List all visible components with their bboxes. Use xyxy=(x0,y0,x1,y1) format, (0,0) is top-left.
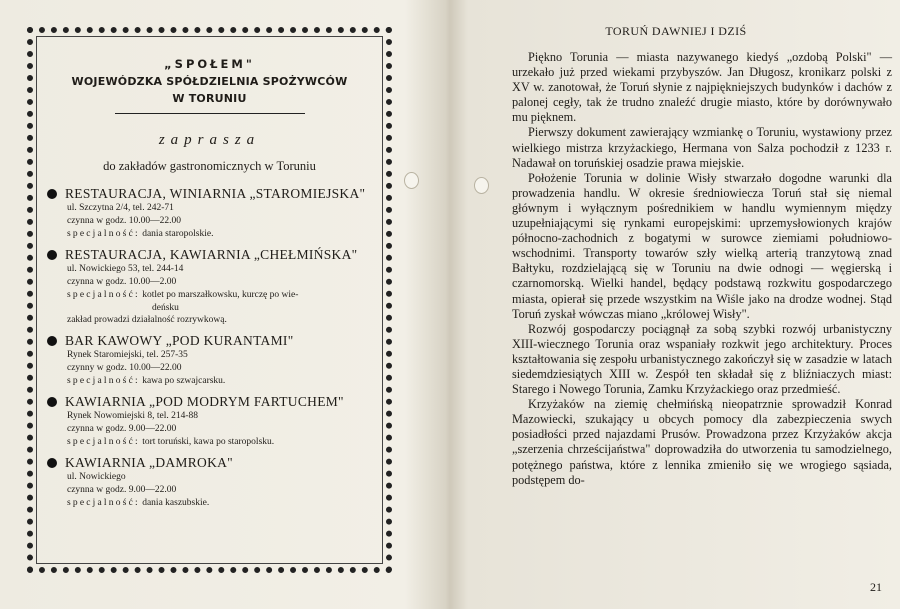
venue-name: KAWIARNIA „DAMROKA" xyxy=(65,455,233,470)
venue-speciality xyxy=(47,497,372,510)
paragraph: Krzyżaków na ziemię chełmińską nieopatrznie sprowadził Konrad Mazowiecki, szukający u obcych pomocy dla zabezpieczenia swych posiadłości przed najazdami Prusów. Prowadzona przez Krzyżaków akcja „szerzenia chrześcijaństwa" doprowadziła do utworzenia tu samodzielnego, potężnego państwa, które z lennika zmieniło się we wrogiego sąsiada, podstępem do- xyxy=(512,397,892,487)
ornamental-frame xyxy=(27,27,392,573)
cooperative-name: „SPOŁEM" xyxy=(164,57,255,71)
invite-subheading: do zakładów gastronomicznych w Toruniu xyxy=(103,159,316,173)
venue-speciality xyxy=(47,228,372,241)
binding-hole-icon xyxy=(474,177,489,194)
bullet-icon xyxy=(47,189,57,199)
venue-item xyxy=(47,455,372,510)
cooperative-line-1: WOJEWÓDZKA SPÓŁDZIELNIA SPOŻYWCÓW xyxy=(71,75,348,88)
venue-heading xyxy=(47,455,372,471)
venue-item xyxy=(47,186,372,241)
venue-item xyxy=(47,394,372,449)
speciality-value: tort toruński, kawa po staropolsku. xyxy=(142,437,275,447)
venue-name: RESTAURACJA, KAWIARNIA „CHEŁMIŃSKA" xyxy=(65,247,358,262)
article-body xyxy=(512,50,892,488)
speciality-label: specjalność: xyxy=(67,437,140,447)
venue-list xyxy=(47,186,372,510)
venue-name: BAR KAWOWY „POD KURANTAMI" xyxy=(65,333,294,348)
bullet-icon xyxy=(47,250,57,260)
venue-name: RESTAURACJA, WINIARNIA „STAROMIEJSKA" xyxy=(65,186,366,201)
speciality-continuation: deńsku xyxy=(152,303,179,313)
venue-speciality xyxy=(47,289,372,302)
speciality-value: dania kaszubskie. xyxy=(142,498,210,508)
venue-hours: czynny w godz. 10.00—22.00 xyxy=(67,363,182,373)
venue-hours: czynna w godz. 10.00—22.00 xyxy=(67,216,181,226)
paragraph: Rozwój gospodarczy pociągnął za sobą szybki rozwój urbanistyczny XIII-wiecznego Torunia oraz wspaniały rozkwit jego architektury. Proces kształtowania się zespołu urbanistycznego zakończył się w zasadzie w latach siedemdziesiątych XIII w. Zespół ten składał się z bliźniaczych miast: Starego i Nowego Torunia, Zamku Krzyżackiego oraz przedmieść. xyxy=(512,321,892,397)
speciality-label: specjalność: xyxy=(67,229,140,239)
cooperative-header xyxy=(47,57,372,114)
invite-heading: zaprasza xyxy=(158,132,261,148)
venue-address: Rynek Staromiejski, tel. 257-35 xyxy=(67,350,188,360)
speciality-label: specjalność: xyxy=(67,290,140,300)
left-page xyxy=(0,0,448,609)
venue-heading xyxy=(47,186,372,202)
venue-item xyxy=(47,247,372,327)
venue-heading xyxy=(47,394,372,410)
binding-hole-icon xyxy=(404,172,419,189)
running-head: TORUŃ DAWNIEJ I DZIŚ xyxy=(605,24,747,38)
bullet-icon xyxy=(47,397,57,407)
bullet-icon xyxy=(47,458,57,468)
venue-heading xyxy=(47,247,372,263)
page-number: 21 xyxy=(870,580,882,594)
venue-speciality xyxy=(47,375,372,388)
venue-hours: czynna w godz. 9.00—22.00 xyxy=(67,424,177,434)
paragraph: Piękno Torunia — miasta nazywanego kiedyś „ozdobą Polski" — urzekało już przed wiekami przybyszów. Jan Długosz, kronikarz polski z XV w. zanotował, że Toruń słynie z najpiękniejszych budynków i dachów z palonej cegły, tak że trudno znaleźć drugie miasto, które by dorównywało mu pięknem. xyxy=(512,50,892,125)
venue-address: ul. Nowickiego 53, tel. 244-14 xyxy=(67,264,184,274)
paragraph: Pierwszy dokument zawierający wzmiankę o Toruniu, wystawiony przez wielkiego mistrza krzyżackiego, Hermana von Salza pochodził z 1233 r. Nadawał on toruńskiej osadzie prawa miejskie. xyxy=(512,125,892,170)
venue-hours: czynna w godz. 9.00—22.00 xyxy=(67,485,177,495)
advert-content xyxy=(47,51,372,557)
venue-speciality xyxy=(47,436,372,449)
right-page xyxy=(452,0,900,609)
speciality-value: kawa po szwajcarsku. xyxy=(142,376,226,386)
speciality-value: kotlet po marszałkowsku, kurczę po wie- xyxy=(142,290,299,300)
cooperative-line-2: W TORUNIU xyxy=(172,92,247,105)
venue-hours: czynna w godz. 10.00—2.00 xyxy=(67,277,177,287)
venue-address: ul. Szczytna 2/4, tel. 242-71 xyxy=(67,203,174,213)
venue-item xyxy=(47,333,372,388)
venue-heading xyxy=(47,333,372,349)
header-rule xyxy=(115,113,305,114)
speciality-label: specjalność: xyxy=(67,498,140,508)
venue-address: ul. Nowickiego xyxy=(67,472,126,482)
venue-note: zakład prowadzi działalność rozrywkową. xyxy=(67,315,227,325)
speciality-label: specjalność: xyxy=(67,376,140,386)
venue-name: KAWIARNIA „POD MODRYM FARTUCHEM" xyxy=(65,394,344,409)
paragraph: Położenie Torunia w dolinie Wisły stwarzało dogodne warunki dla prowadzenia handlu. W okresie średniowiecza Toruń stał się niemal głównym i wyłącznym pośrednikiem w handlu wymiennym między uzupełniającymi się rynkami europejskimi: uprzemysłowionych krajów północno-zachodnich z bogatymi w surowce ziemiami południowo-wschodnimi. Transporty towarów szły wielką arterią tranzytową znad Bałtyku, rozdzielającą się w Toruniu na dwie odnogi — węgierską i czarnomorską. Wielki handel, będący podstawą rozkwitu gospodarczego miasta, opierał się przede wszystkim na Wiśle jako na drodze wodnej. Stąd Toruń zyskał wówczas miano „królowej Wisły". xyxy=(512,170,892,321)
speciality-value: dania staropolskie. xyxy=(142,229,214,239)
venue-address: Rynek Nowomiejski 8, tel. 214-88 xyxy=(67,411,199,421)
bullet-icon xyxy=(47,336,57,346)
